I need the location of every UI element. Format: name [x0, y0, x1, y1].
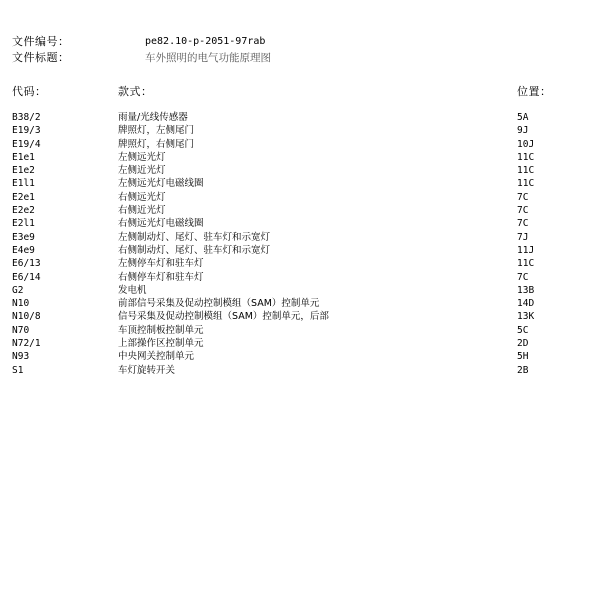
table-row — [12, 244, 592, 257]
row-location: 13K — [517, 311, 535, 323]
row-code: S1 — [12, 364, 24, 376]
row-description: 右侧远光灯 — [118, 191, 166, 203]
row-description: 右侧制动灯、尾灯、驻车灯和示宽灯 — [118, 244, 271, 256]
row-description: 左侧远光灯 — [118, 151, 166, 163]
row-description: 右侧停车灯和驻车灯 — [118, 271, 204, 283]
table-row — [12, 191, 592, 204]
row-code: E3e9 — [12, 231, 35, 243]
row-description: 车顶控制板控制单元 — [118, 324, 204, 336]
table-row — [12, 350, 592, 363]
document-title-label: 文件标题： — [12, 51, 70, 64]
row-location: 9J — [517, 125, 529, 137]
row-code: N70 — [12, 324, 30, 336]
row-code: E1l1 — [12, 178, 35, 190]
row-location: 11C — [517, 178, 535, 190]
row-description: 中央网关控制单元 — [118, 351, 195, 363]
row-location: 11C — [517, 165, 535, 177]
row-location: 10J — [517, 138, 535, 150]
row-description: 车灯旋转开关 — [118, 364, 176, 376]
table-row — [12, 364, 592, 377]
row-location: 5A — [517, 112, 529, 123]
document-number-value: pe82.10-p-2051-97rab — [145, 36, 266, 47]
row-code: N10/8 — [12, 311, 41, 323]
document-title-value: 车外照明的电气功能原理图 — [145, 52, 271, 64]
row-code: G2 — [12, 284, 24, 296]
row-description: 信号采集及促动控制模组（SAM）控制单元，后部 — [118, 311, 329, 323]
row-description: 上部操作区控制单元 — [118, 338, 204, 350]
row-location: 7J — [517, 231, 529, 243]
row-description: 左侧远光灯电磁线圈 — [118, 178, 204, 190]
table-row — [12, 271, 592, 284]
row-location: 5H — [517, 351, 529, 363]
table-row — [12, 217, 592, 230]
row-location: 11C — [517, 151, 535, 163]
column-header-code: 代码： — [12, 85, 47, 98]
row-description: 牌照灯，左侧尾门 — [118, 125, 195, 137]
row-location: 5C — [517, 324, 529, 336]
table-row — [12, 151, 592, 164]
row-code: E4e9 — [12, 244, 35, 256]
table-row — [12, 297, 592, 310]
row-code: E2l1 — [12, 218, 35, 230]
component-table — [12, 111, 592, 377]
row-description: 左侧停车灯和驻车灯 — [118, 258, 204, 270]
column-header-description: 款式： — [118, 85, 153, 98]
table-row — [12, 177, 592, 190]
row-location: 11C — [517, 258, 535, 270]
row-location: 13B — [517, 284, 535, 296]
row-code: E1e1 — [12, 151, 35, 163]
row-description: 左侧制动灯、尾灯、驻车灯和示宽灯 — [118, 231, 271, 243]
table-row — [12, 204, 592, 217]
row-location: 2B — [517, 364, 529, 376]
row-code: E1e2 — [12, 165, 35, 177]
row-code: E6/14 — [12, 271, 41, 283]
row-description: 雨量/光线传感器 — [118, 112, 188, 123]
row-code: E19/4 — [12, 138, 41, 150]
table-row — [12, 284, 592, 297]
row-location: 14D — [517, 298, 535, 310]
row-code: E2e1 — [12, 191, 35, 203]
table-row — [12, 337, 592, 350]
row-code: E2e2 — [12, 205, 35, 217]
row-description: 右侧远光灯电磁线圈 — [118, 218, 204, 230]
row-code: B38/2 — [12, 112, 41, 123]
column-header-location: 位置： — [517, 85, 552, 98]
table-row — [12, 124, 592, 137]
table-row — [12, 324, 592, 337]
document-number-label: 文件编号： — [12, 35, 70, 48]
table-row — [12, 310, 592, 323]
row-location: 7C — [517, 218, 529, 230]
table-row — [12, 257, 592, 270]
table-row — [12, 164, 592, 177]
row-code: N10 — [12, 298, 30, 310]
row-description: 发电机 — [118, 284, 147, 296]
row-description: 左侧近光灯 — [118, 165, 166, 177]
row-code: E19/3 — [12, 125, 41, 137]
row-code: N93 — [12, 351, 30, 363]
row-description: 右侧近光灯 — [118, 205, 166, 217]
row-location: 7C — [517, 205, 529, 217]
row-code: E6/13 — [12, 258, 41, 270]
row-location: 7C — [517, 271, 529, 283]
table-row — [12, 231, 592, 244]
table-row — [12, 138, 592, 151]
row-description: 前部信号采集及促动控制模组（SAM）控制单元 — [118, 298, 320, 310]
row-description: 牌照灯，右侧尾门 — [118, 138, 195, 150]
table-row — [12, 111, 592, 124]
row-code: N72/1 — [12, 338, 41, 350]
row-location: 2D — [517, 338, 529, 350]
row-location: 7C — [517, 191, 529, 203]
row-location: 11J — [517, 244, 535, 256]
